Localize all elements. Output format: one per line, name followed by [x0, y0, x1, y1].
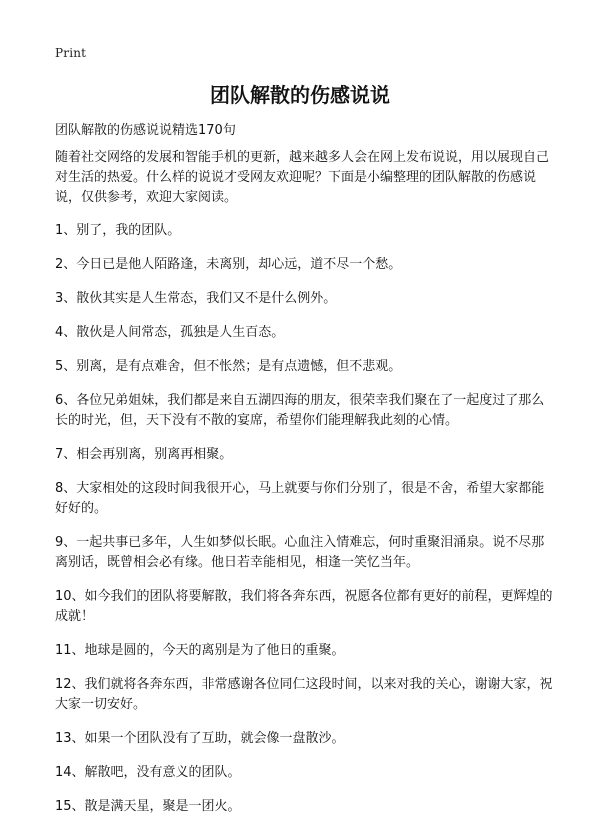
list-item: 5、别离，是有点难舍，但不怅然；是有点遗憾，但不悲观。 [55, 359, 402, 374]
list-item: 2、今日已是他人陌路逢，未离别，却心远，道不尽一个愁。 [55, 257, 402, 272]
document-body [55, 148, 555, 831]
print-link[interactable]: Print [55, 46, 87, 60]
list-item: 7、相会再别离，别离再相聚。 [55, 447, 233, 462]
list-item: 10、如今我们的团队将要解散，我们将各奔东西，祝愿各位都有更好的前程，更辉煌的成就！ [55, 589, 553, 624]
list-item: 3、散伙其实是人生常态，我们又不是什么例外。 [55, 291, 337, 306]
list-item: 6、各位兄弟姐妹，我们都是来自五湖四海的朋友，很荣幸我们聚在了一起度过了那么长的时光，但，天下没有不散的宴席，希望你们能理解我此刻的心情。 [55, 393, 545, 428]
list-item: 11、地球是圆的，今天的离别是为了他日的重聚。 [55, 643, 345, 658]
list-item: 4、散伙是人间常态，孤独是人生百态。 [55, 325, 285, 340]
list-item: 15、散是满天星，聚是一团火。 [55, 799, 241, 814]
list-item: 13、如果一个团队没有了互助，就会像一盘散沙。 [55, 731, 345, 746]
page-title: 团队解散的伤感说说 [210, 83, 390, 107]
list-item: 14、解散吧，没有意义的团队。 [55, 765, 241, 780]
list-item: 12、我们就将各奔东西，非常感谢各位同仁这段时间，以来对我的关心，谢谢大家，祝大家一切安好。 [55, 677, 553, 712]
list-item: 9、一起共事已多年，人生如梦似长眠。心血注入情难忘，何时重聚泪涌泉。说不尽那离别话，既曾相会必有缘。他日若幸能相见，相逢一笑忆当年。 [55, 535, 545, 570]
intro-paragraph: 随着社交网络的发展和智能手机的更新，越来越多人会在网上发布说说，用以展现自己对生活的热爱。什么样的说说才受网友欢迎呢？下面是小编整理的团队解散的伤感说说，仅供参考，欢迎大家阅读。 [55, 150, 550, 205]
list-item: 1、别了，我的团队。 [55, 223, 181, 238]
document-subtitle: 团队解散的伤感说说精选170句 [55, 123, 236, 138]
list-item: 8、大家相处的这段时间我很开心，马上就要与你们分别了，很是不舍，希望大家都能好好的。 [55, 481, 545, 516]
